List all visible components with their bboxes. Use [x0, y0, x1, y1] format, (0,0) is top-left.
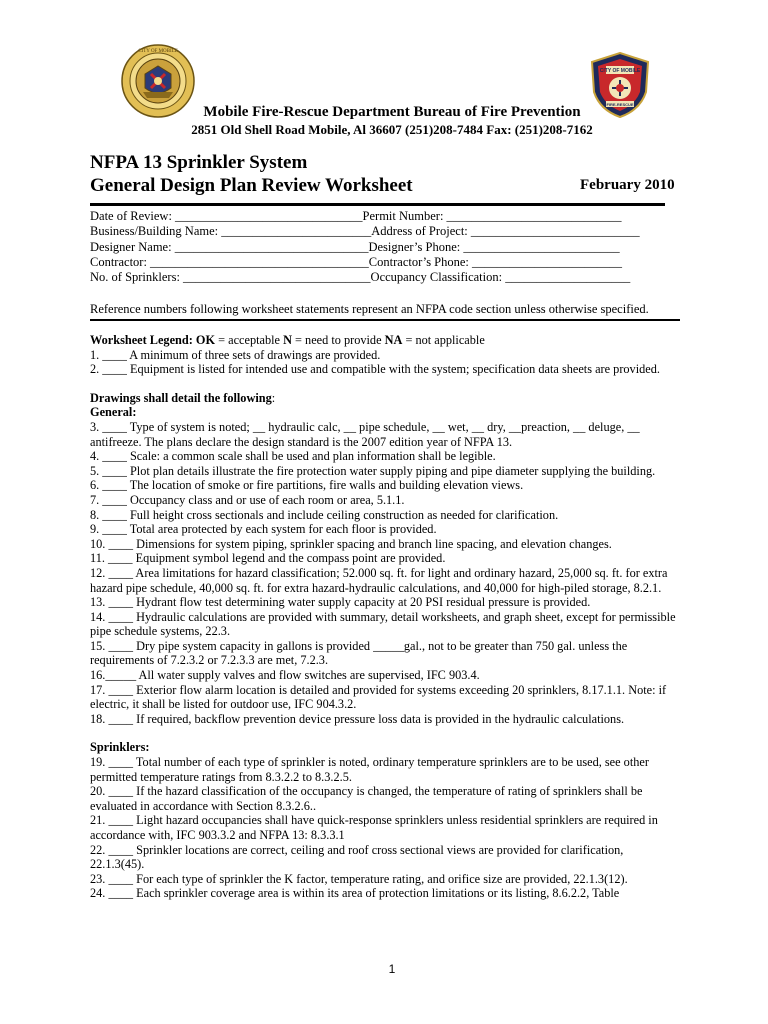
checklist-item[interactable]: 8. ____ Full height cross sectionals and include ceiling construction as needed for clarification.: [90, 507, 559, 522]
checklist-item[interactable]: 12. ____ Area limitations for hazard classification; 52.000 sq. ft. for light and ordinary hazard, 25,000 sq. ft. for extra hazard pipe schedule, 40,000 sq. ft. for extra hazard-hydraulic calculations, and 40,000 for high-piled storage, 8.2.1.: [90, 565, 668, 595]
field-business-address[interactable]: Business/Building Name: ________________________Address of Project: ___________________________: [90, 224, 640, 239]
checklist-item[interactable]: 24. ____ Each sprinkler coverage area is within its area of protection limitations or its listing, 8.6.2.2, Table: [90, 886, 620, 901]
checklist-item[interactable]: 7. ____ Occupancy class and or use of each room or area, 5.1.1.: [90, 492, 405, 507]
checklist-item[interactable]: 17. ____ Exterior flow alarm location is detailed and provided for systems exceeding 20 sprinklers, 8.17.1.1. Note: if electric, it shall be listed for outdoor use, IFC 904.3.2.: [90, 682, 667, 712]
worksheet-body: [90, 333, 680, 901]
checklist-item[interactable]: 10. ____ Dimensions for system piping, sprinkler spacing and branch line spacing, and elevation changes.: [90, 536, 612, 551]
title-divider: [90, 203, 665, 206]
checklist-item[interactable]: 22. ____ Sprinkler locations are correct, ceiling and roof cross sectional views are provided for clarification, 22.1.3(45).: [90, 842, 624, 872]
field-designer[interactable]: Designer Name: _______________________________Designer’s Phone: _________________________: [90, 239, 620, 254]
checklist-item[interactable]: 23. ____ For each type of sprinkler the K factor, temperature rating, and orifice size are provided, 22.1.3(12).: [90, 871, 628, 886]
document-title-line2: General Design Plan Review Worksheet: [90, 175, 413, 196]
checklist-item[interactable]: 16._____ All water supply valves and flow switches are supervised, IFC 903.4.: [90, 668, 480, 683]
svg-text:CITY OF MOBILE: CITY OF MOBILE: [599, 68, 641, 74]
checklist-item[interactable]: 13. ____ Hydrant flow test determining water supply capacity at 20 PSI residual pressure is provided.: [90, 595, 591, 610]
checklist-item[interactable]: 9. ____ Total area protected by each system for each floor is provided.: [90, 522, 437, 537]
checklist-item[interactable]: 15. ____ Dry pipe system capacity in gallons is provided _____gal., not to be greater than 750 gal. unless the requirements of 7.2.3.2 or 7.2.3.3 are met, 7.2.3.: [90, 638, 628, 668]
svg-text:CITY OF MOBILE: CITY OF MOBILE: [138, 49, 178, 54]
checklist-item[interactable]: 3. ____ Type of system is noted; __ hydraulic calc, __ pipe schedule, __ wet, __ dry, __preaction, __ deluge, __ antifreeze. The plans declare the design standard is the 2007 edition year of NFPA 13.: [90, 419, 640, 449]
checklist-item[interactable]: 19. ____ Total number of each type of sprinkler is noted, ordinary temperature sprinklers are to be used, see other permitted temperature ratings from 8.3.2.2 to 8.3.2.5.: [90, 755, 649, 784]
section-divider: [90, 319, 680, 321]
department-address: 2851 Old Shell Road Mobile, Al 36607 (251)208-7484 Fax: (251)208-7162: [191, 122, 593, 137]
checklist-item[interactable]: 5. ____ Plot plan details illustrate the fire protection water supply piping and pipe diameter supplying the building.: [90, 463, 656, 478]
drawings-heading: Drawings shall detail the following:: [90, 390, 276, 405]
field-contractor[interactable]: Contractor: ___________________________________Contractor’s Phone: ________________________: [90, 254, 623, 269]
reference-note: Reference numbers following worksheet statements represent an NFPA code section unless otherwise specified.: [90, 302, 649, 316]
checklist-item[interactable]: 1. ____ A minimum of three sets of drawings are provided.: [90, 347, 381, 362]
checklist-item[interactable]: 11. ____ Equipment symbol legend and the compass point are provided.: [90, 551, 446, 566]
form-fields: [90, 209, 640, 285]
checklist-item[interactable]: 14. ____ Hydraulic calculations are provided with summary, detail worksheets, and graph sheet, except for permissible pipe schedule systems, 22.3.: [90, 609, 676, 639]
document-title-line1: NFPA 13 Sprinkler System: [90, 152, 308, 173]
checklist-item[interactable]: 2. ____ Equipment is listed for intended use and compatible with the system; specification data sheets are provided.: [90, 362, 660, 377]
checklist-item[interactable]: 4. ____ Scale: a common scale shall be used and plan information shall be legible.: [90, 449, 496, 464]
field-sprinklers-occupancy[interactable]: No. of Sprinklers: ______________________________Occupancy Classification: ____________________: [90, 270, 631, 285]
page-number: 1: [388, 962, 396, 976]
worksheet-legend: Worksheet Legend: OK = acceptable N = need to provide NA = not applicable: [90, 333, 485, 347]
field-date-permit[interactable]: Date of Review: ______________________________Permit Number: ____________________________: [90, 209, 622, 223]
checklist-item[interactable]: 21. ____ Light hazard occupancies shall have quick-response sprinklers unless residential sprinklers are required in accordance with, IFC 903.3.2 and NFPA 13: 8.3.3.1: [90, 813, 658, 842]
checklist-item[interactable]: 20. ____ If the hazard classification of the occupancy is changed, the temperature of rating of sprinklers shall be evaluated in accordance with Section 8.3.2.6..: [90, 784, 643, 813]
checklist-item[interactable]: 18. ____ If required, backflow prevention device pressure loss data is provided in the hydraulic calculations.: [90, 711, 625, 726]
svg-text:FIRE-RESCUE: FIRE-RESCUE: [606, 102, 634, 107]
general-heading: General:: [90, 405, 137, 420]
sprinklers-heading: Sprinklers:: [90, 740, 150, 755]
checklist-item[interactable]: 6. ____ The location of smoke or fire partitions, fire walls and building elevation views.: [90, 478, 524, 493]
department-name: Mobile Fire-Rescue Department Bureau of Fire Prevention: [203, 104, 581, 120]
document-date: February 2010: [580, 177, 675, 193]
